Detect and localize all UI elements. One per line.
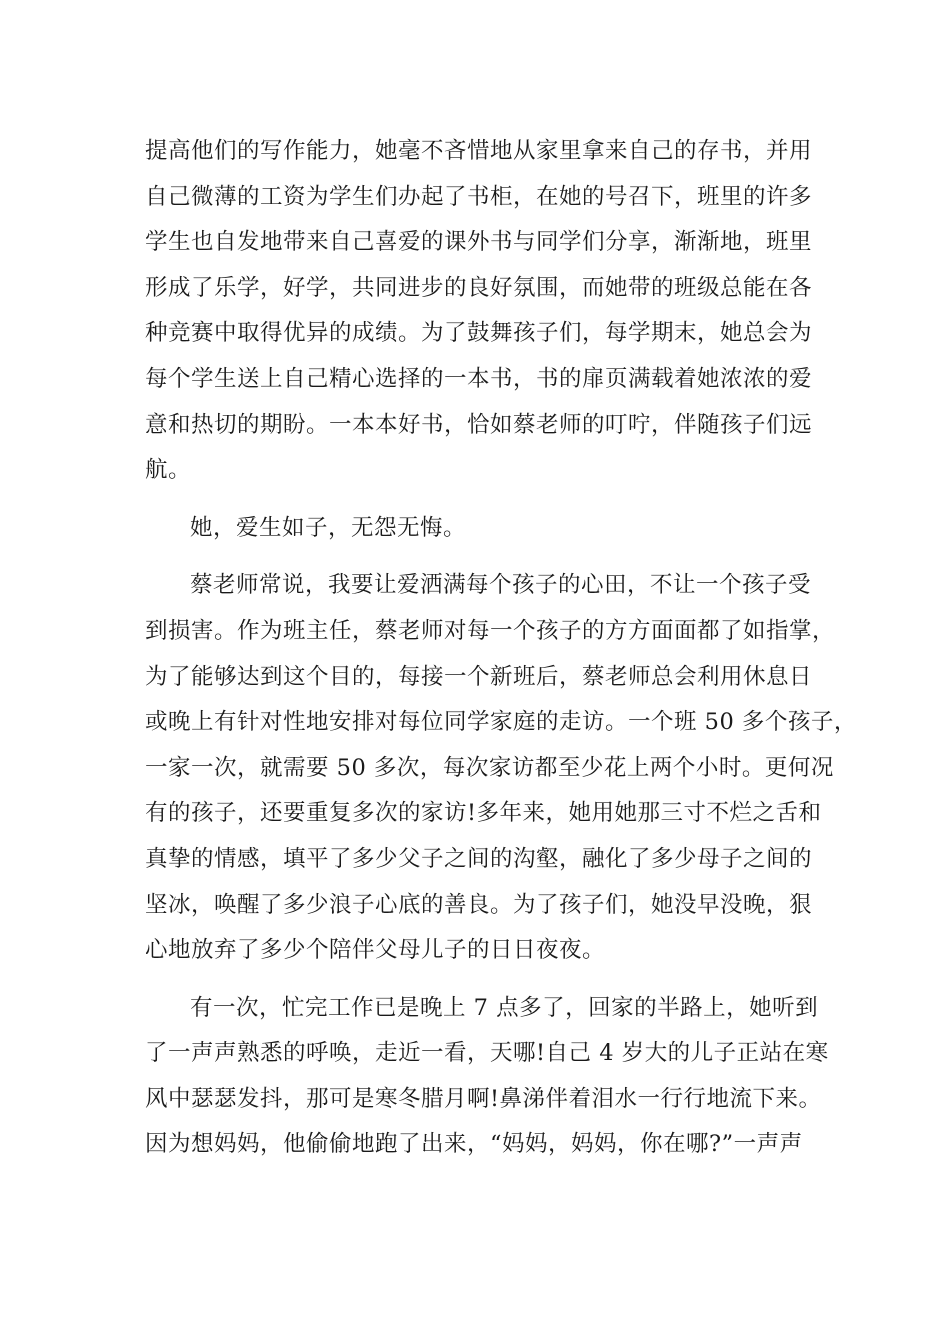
text-line: 提高他们的写作能力，她毫不吝惜地从家里拿来自己的存书，并用	[145, 138, 813, 164]
paragraph-1	[145, 129, 815, 494]
text-line: 学生也自发地带来自己喜爱的课外书与同学们分享，渐渐地，班里	[145, 229, 813, 256]
text-line: 一家一次，就需要 50 多次，每次家访都至少花上两个小时。更何况	[145, 754, 834, 781]
paragraph-2	[145, 506, 815, 552]
text-line: 蔡老师常说，我要让爱洒满每个孩子的心田，不让一个孩子受	[190, 572, 812, 599]
text-line: 意和热切的期盼。一本本好书，恰如蔡老师的叮咛，伴随孩子们远	[145, 411, 813, 438]
paragraph-3	[145, 563, 857, 973]
document-body	[145, 129, 857, 1168]
text-line: 形成了乐学，好学，共同进步的良好氛围，而她带的班级总能在各	[145, 274, 813, 301]
text-line: 了一声声熟悉的呼唤，走近一看，天哪!自己 4 岁大的儿子正站在寒	[145, 1040, 829, 1067]
text-line: 为了能够达到这个目的，每接一个新班后，蔡老师总会利用休息日	[145, 663, 813, 690]
text-line: 真挚的情感，填平了多少父子之间的沟壑，融化了多少母子之间的	[145, 845, 813, 872]
text-line: 每个学生送上自己精心选择的一本书，书的扉页满载着她浓浓的爱	[145, 365, 813, 392]
text-line: 她，爱生如子，无怨无悔。	[190, 514, 467, 541]
text-line: 到损害。作为班主任，蔡老师对每一个孩子的方方面面都了如指掌，	[145, 617, 836, 644]
text-line: 或晚上有针对性地安排对每位同学家庭的走访。一个班 50 多个孩子，	[145, 709, 857, 736]
text-line: 种竞赛中取得优异的成绩。为了鼓舞孩子们，每学期末，她总会为	[145, 320, 813, 347]
paragraph-4	[145, 986, 829, 1168]
text-line: 航。	[145, 457, 192, 484]
text-line: 坚冰，唤醒了多少浪子心底的善良。为了孩子们，她没早没晚，狠	[145, 891, 813, 918]
text-line: 自己微薄的工资为学生们办起了书柜，在她的号召下，班里的许多	[145, 183, 813, 210]
text-line: 心地放弃了多少个陪伴父母儿子的日日夜夜。	[145, 937, 606, 964]
text-line: 因为想妈妈，他偷偷地跑了出来，“妈妈，妈妈，你在哪?”一声声	[145, 1131, 803, 1158]
text-line: 风中瑟瑟发抖，那可是寒冬腊月啊!鼻涕伴着泪水一行行地流下来。	[145, 1085, 822, 1112]
text-line: 有一次，忙完工作已是晚上 7 点多了，回家的半路上，她听到	[190, 994, 819, 1021]
text-line: 有的孩子，还要重复多次的家访!多年来，她用她那三寸不烂之舌和	[145, 800, 822, 827]
